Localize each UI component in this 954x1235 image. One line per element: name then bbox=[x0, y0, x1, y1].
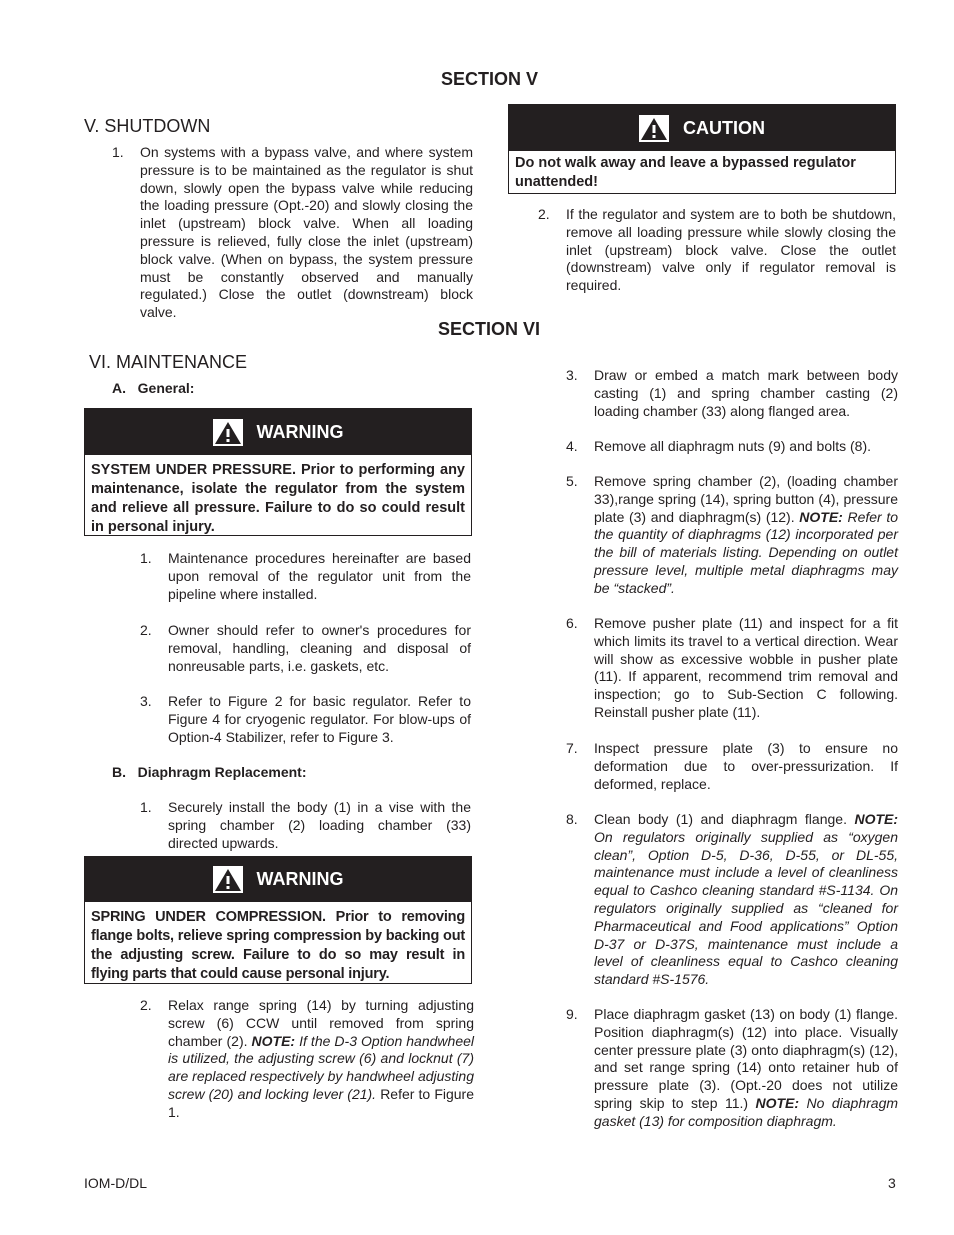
note-text: If the D-3 Option handwheel is utilized, the adjusting screw (6) and locknut (7) are replaced respectively by handwheel adjusting screw (20) and locking lever (21). bbox=[168, 1032, 474, 1102]
warning-header bbox=[85, 409, 471, 455]
item-text: Refer to Figure 2 for basic regulator. Refer to Figure 4 for cryogenic regulator. For blow-ups of Option-4 Stabilizer, refer to Figure 3. bbox=[168, 693, 471, 745]
page-number: 3 bbox=[888, 1175, 896, 1191]
item-number: 4. bbox=[566, 438, 578, 454]
item-text: Securely install the body (1) in a vise with the spring chamber (2) loading chamber (33) directed upwards. bbox=[168, 799, 471, 851]
item-number: 1. bbox=[140, 550, 152, 566]
item-main-text: Remove spring chamber (2), (loading chamber 33),range spring (14), spring button (4), pressure plate (3) and diaphragm(s) (12). bbox=[594, 473, 898, 525]
item-text: If the regulator and system are to both be shutdown, remove all loading pressure while slowly closing the inlet (upstream) block valve. Close the outlet (downstream) valve only if regulator removal is required. bbox=[566, 206, 896, 294]
warning-box-spring bbox=[84, 856, 472, 984]
section-v-heading: SECTION V bbox=[441, 69, 539, 89]
general-subheading: A. General: bbox=[112, 380, 195, 396]
item-number: 2. bbox=[140, 997, 152, 1013]
diaphragm-subheading: B. Diaphragm Replacement: bbox=[112, 764, 307, 780]
item-number: 1. bbox=[112, 144, 124, 160]
note-text: On regulators originally supplied as “oxygen clean”, Option D-5, D-36, D-55, or DL-55, maintenance must include a level of cleanliness equal to Cashco cleaning standard #S-1134. On regulators originally supplied as “cleaned for Pharmaceutical and Food applications” Option D-37 or D-37S, maintenance must include a level of cleanliness equal to Cashco cleaning standard #S-1576. bbox=[594, 828, 898, 988]
item-number: 3. bbox=[140, 693, 152, 709]
item-number: 8. bbox=[566, 811, 578, 827]
item-text: Owner should refer to owner's procedures for removal, handling, cleaning and disposal of nonreusable parts, i.e. gaskets, etc. bbox=[168, 622, 471, 674]
warning-box-pressure bbox=[84, 408, 472, 536]
warning-text: SYSTEM UNDER PRESSURE. Prior to performing any maintenance, isolate the regulator from the system and relieve all pressure. Failure to do so could result in personal injury. bbox=[91, 462, 465, 535]
caution-label: CAUTION bbox=[683, 117, 765, 138]
note-text: Refer to the quantity of diaphragms (12) incorporated per the bill of materials listing. Depending on outlet pressure level, multiple metal diaphragms may be “stacked”. bbox=[594, 508, 899, 596]
item-text: Draw or embed a match mark between body casting (1) and spring chamber casting (2) loading chamber (33) along flanged area. bbox=[594, 367, 898, 419]
item-text: On systems with a bypass valve, and where system pressure is to be maintained as the regulator is shut down, slowly open the bypass valve while reducing the loading pressure (Opt.-20) and slowly closing the inlet (upstream) block valve. When all loading pressure is relieved, fully close the inlet (upstream) block valve. (When on bypass, the system pressure must be constantly observed and manually regulated.) Close the outlet (downstream) block valve. bbox=[140, 144, 473, 321]
item-text: Inspect pressure plate (3) to ensure no deformation due to over-pressurization. If deformed, replace. bbox=[594, 740, 898, 792]
item-text bbox=[168, 997, 474, 1122]
note-text: No diaphragm gasket (13) for composition diaphragm. bbox=[594, 1094, 899, 1129]
item-tail-text: Refer to Figure 1. bbox=[168, 1085, 474, 1120]
item-text: Maintenance procedures hereinafter are based upon removal of the regulator unit from the pipeline where installed. bbox=[168, 550, 471, 602]
item-text bbox=[594, 811, 898, 989]
item-number: 9. bbox=[566, 1006, 578, 1022]
item-text: Remove pusher plate (11) and inspect for a fit which limits its travel to a vertical direction. Wear will show as excessive wobble in pusher plate (11). If apparent, recommend trim removal and inspection; go to Sub-Section C following. Reinstall pusher plate (11). bbox=[594, 615, 898, 720]
section-vi-heading: SECTION VI bbox=[438, 319, 541, 339]
warning-label: WARNING bbox=[256, 421, 344, 442]
caution-header bbox=[509, 105, 895, 151]
note-label: NOTE: bbox=[854, 811, 899, 827]
item-number: 6. bbox=[566, 615, 578, 631]
item-number: 7. bbox=[566, 740, 578, 756]
shutdown-title: V. SHUTDOWN bbox=[84, 116, 211, 136]
warning-header bbox=[85, 857, 471, 902]
item-text bbox=[594, 473, 898, 598]
item-number: 3. bbox=[566, 367, 578, 383]
item-number: 5. bbox=[566, 473, 578, 489]
note-label: NOTE: bbox=[251, 1032, 296, 1049]
maintenance-title: VI. MAINTENANCE bbox=[89, 352, 248, 372]
warning-label: WARNING bbox=[256, 869, 344, 889]
item-number: 2. bbox=[140, 622, 152, 638]
item-number: 1. bbox=[140, 799, 152, 815]
note-label: NOTE: bbox=[755, 1094, 800, 1111]
warning-text: SPRING UNDER COMPRESSION. Prior to removing flange bolts, relieve spring compression by backing out the adjusting screw. Failure to do so may result in flying parts that could cause personal injury. bbox=[91, 909, 465, 982]
item-text bbox=[594, 1006, 898, 1131]
warning-triangle-icon bbox=[639, 115, 669, 142]
note-label: NOTE: bbox=[799, 508, 843, 525]
warning-triangle-icon bbox=[213, 419, 243, 446]
caution-text: Do not walk away and leave a bypassed regulator unattended! bbox=[515, 155, 856, 190]
item-main-text: Place diaphragm gasket (13) on body (1) flange. Position diaphragm(s) (12) into place. Visually center pressure plate (3) onto diaphragm(s) (12), and set range spring (14) onto retainer hub of pressure plate (3). (Opt.-20 does not utilize spring skip to step 11.) bbox=[594, 1006, 898, 1111]
item-main-text: Clean body (1) and diaphragm flange. bbox=[594, 811, 847, 827]
warning-triangle-icon bbox=[213, 866, 243, 893]
document-id: IOM-D/DL bbox=[84, 1175, 147, 1191]
item-text: Remove all diaphragm nuts (9) and bolts (8). bbox=[594, 438, 872, 454]
caution-box bbox=[508, 104, 896, 194]
item-main-text: Relax range spring (14) by turning adjusting screw (6) CCW until removed from spring chamber (2). bbox=[168, 997, 474, 1049]
item-number: 2. bbox=[538, 206, 550, 222]
